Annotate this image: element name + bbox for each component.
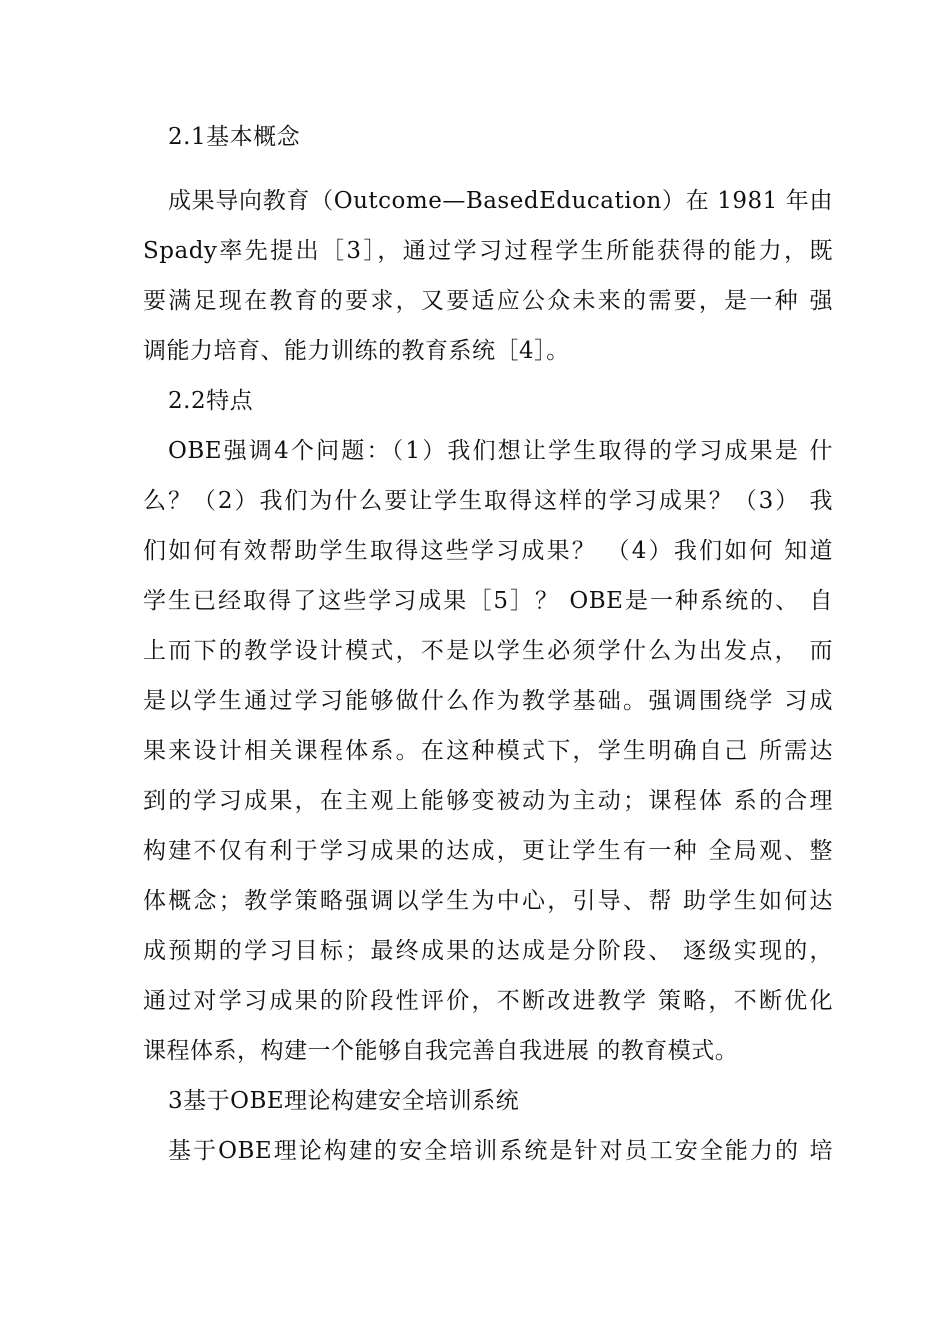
paragraph-line: 体概念；教学策略强调以学生为中心，引导、帮 助学生如何达	[143, 888, 833, 914]
paragraph-line: 调能力培育、能力训练的教育系统［4］。	[143, 338, 570, 364]
paragraph-line: 构建不仅有利于学习成果的达成，更让学生有一种 全局观、整	[143, 838, 833, 864]
paragraph-line: 基于OBE理论构建的安全培训系统是针对员工安全能力的 培	[168, 1138, 833, 1164]
paragraph-line: 成预期的学习目标；最终成果的达成是分阶段、 逐级实现的，	[143, 938, 833, 964]
paragraph-line: 通过对学习成果的阶段性评价，不断改进教学 策略，不断优化	[143, 988, 833, 1014]
paragraph-line: 上而下的教学设计模式，不是以学生必须学什么为出发点， 而	[143, 638, 833, 664]
paragraph-line: 么？（2）我们为什么要让学生取得这样的学习成果？（3） 我	[143, 488, 833, 514]
paragraph-line: 是以学生通过学习能够做什么作为教学基础。强调围绕学 习成	[143, 688, 833, 714]
paragraph-line: 课程体系，构建一个能够自我完善自我进展 的教育模式。	[143, 1038, 739, 1064]
paragraph-line: Spady率先提出［3］，通过学习过程学生所能获得的能力，既	[143, 238, 833, 264]
heading-2-1: 2.1基本概念	[168, 124, 301, 150]
paragraph-line: 果来设计相关课程体系。在这种模式下，学生明确自己 所需达	[143, 738, 833, 764]
heading-2-2: 2.2特点	[168, 388, 254, 414]
paragraph-line: 要满足现在教育的要求，又要适应公众未来的需要，是一种 强	[143, 288, 833, 314]
paragraph-line: 成果导向教育（Outcome—BasedEducation）在 1981 年由	[168, 188, 833, 214]
heading-3: 3基于OBE理论构建安全培训系统	[168, 1088, 520, 1114]
paragraph-line: 学生已经取得了这些学习成果［5］？ OBE是一种系统的、 自	[143, 588, 833, 614]
paragraph-line: 们如何有效帮助学生取得这些学习成果？ （4）我们如何 知道	[143, 538, 833, 564]
paragraph-line: OBE强调4个问题：（1）我们想让学生取得的学习成果是 什	[168, 438, 833, 464]
paragraph-line: 到的学习成果，在主观上能够变被动为主动；课程体 系的合理	[143, 788, 833, 814]
